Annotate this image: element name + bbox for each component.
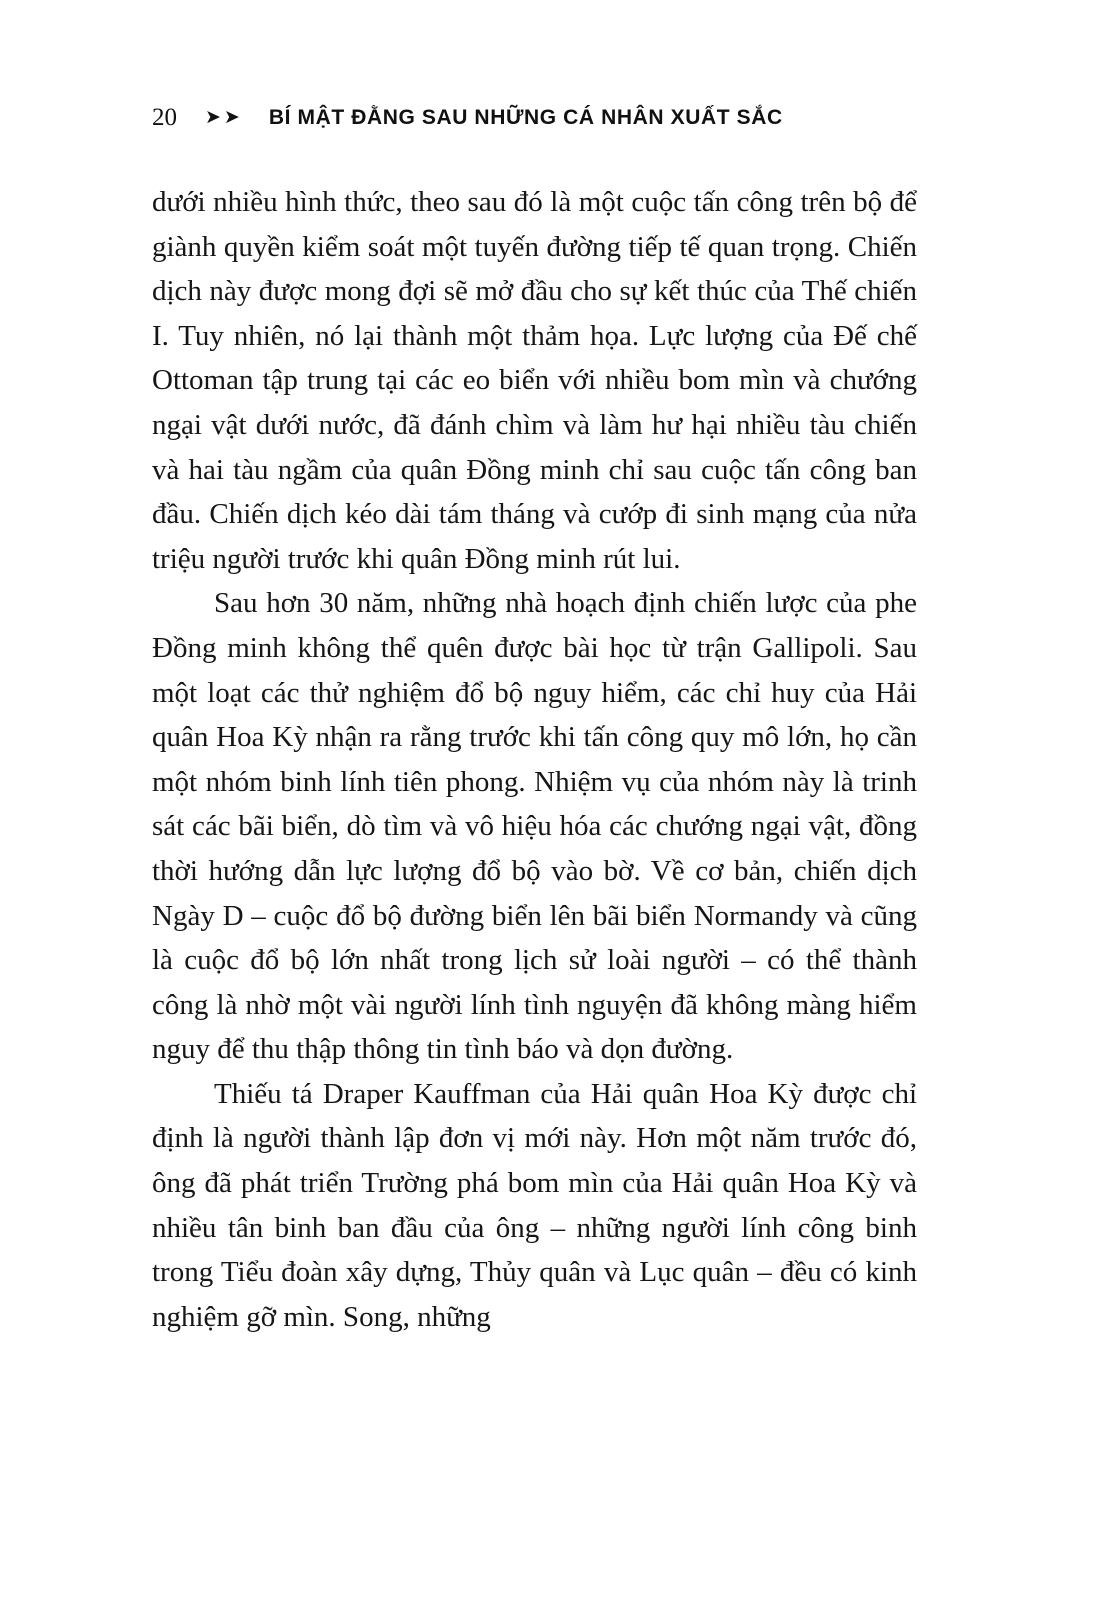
paragraph: Sau hơn 30 năm, những nhà hoạch định chiến lược của phe Đồng minh không thể quên được bài học từ trận Gallipoli. Sau một loạt các thử nghiệm đổ bộ nguy hiểm, các chỉ huy của Hải quân Hoa Kỳ nhận ra rằng trước khi tấn công quy mô lớn, họ cần một nhóm binh lính tiên phong. Nhiệm vụ của nhóm này là trinh sát các bãi biển, dò tìm và vô hiệu hóa các chướng ngại vật, đồng thời hướng dẫn lực lượng đổ bộ vào bờ. Về cơ bản, chiến dịch Ngày D – cuộc đổ bộ đường biển lên bãi biển Normandy và cũng là cuộc đổ bộ lớn nhất trong lịch sử loài người – có thể thành công là nhờ một vài người lính tình nguyện đã không màng hiểm nguy để thu thập thông tin tình báo và dọn đường. <box>152 587 917 1066</box>
paragraph: dưới nhiều hình thức, theo sau đó là một cuộc tấn công trên bộ để giành quyền kiểm soát một tuyến đường tiếp tế quan trọng. Chiến dịch này được mong đợi sẽ mở đầu cho sự kết thúc của Thế chiến I. Tuy nhiên, nó lại thành một thảm họa. Lực lượng của Đế chế Ottoman tập trung tại các eo biển với nhiều bom mìn và chướng ngại vật dưới nước, đã đánh chìm và làm hư hại nhiều tàu chiến và hai tàu ngầm của quân Đồng minh chỉ sau cuộc tấn công ban đầu. Chiến dịch kéo dài tám tháng và cướp đi sinh mạng của nửa triệu người trước khi quân Đồng minh rút lui. <box>152 186 917 575</box>
page-number: 20 <box>152 104 177 131</box>
page-header <box>152 104 917 132</box>
running-header-title: BÍ MẬT ĐẰNG SAU NHỮNG CÁ NHÂN XUẤT SẮC <box>268 106 783 129</box>
paragraph: Thiếu tá Draper Kauffman của Hải quân Hoa Kỳ được chỉ định là người thành lập đơn vị mới này. Hơn một năm trước đó, ông đã phát triển Trường phá bom mìn của Hải quân Hoa Kỳ và nhiều tân binh ban đầu của ông – những người lính công binh trong Tiểu đoàn xây dựng, Thủy quân và Lục quân – đều có kinh nghiệm gỡ mìn. Song, những <box>152 1077 917 1333</box>
double-arrow-icon: ➤➤ <box>205 106 243 128</box>
body-text <box>152 180 917 1339</box>
